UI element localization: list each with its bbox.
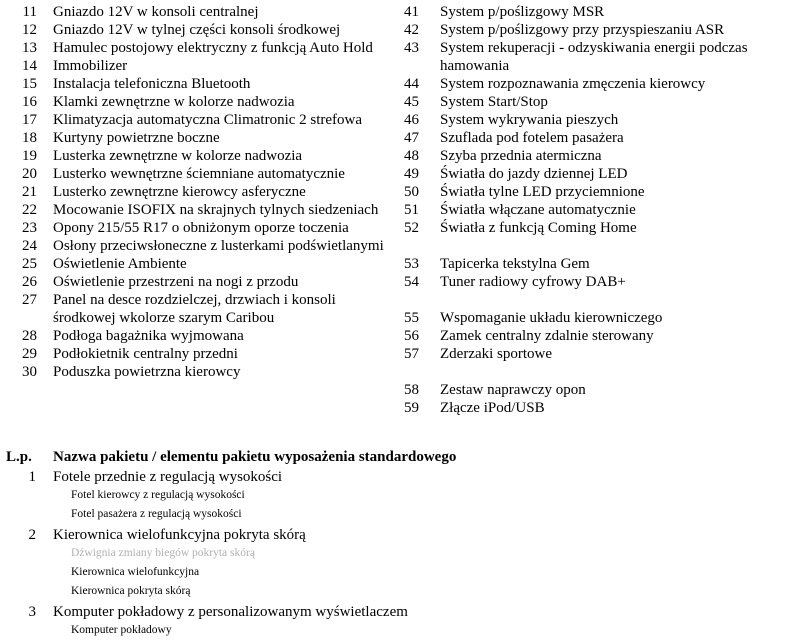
blank-row [401,291,801,309]
item-text: Lusterko zewnętrzne kierowcy asferyczne [53,184,306,200]
item-number: 21 [22,184,37,200]
item-number: 29 [22,346,37,362]
item-number: 52 [404,220,419,236]
list-item [401,147,801,165]
item-text: System p/poślizgowy przy przyspieszaniu ASR [440,22,725,38]
item-text: System Start/Stop [440,94,548,110]
item-number: 50 [404,184,419,200]
list-item [401,3,801,21]
item-text: Światła do jazdy dziennej LED [440,166,628,182]
list-item [401,219,801,237]
item-number: 53 [404,256,419,272]
list-item [0,57,395,75]
item-text: Złącze iPod/USB [440,400,545,416]
item-text: Światła z funkcją Coming Home [440,220,637,236]
package-number: 1 [28,469,36,485]
item-number: 16 [22,94,37,110]
item-text: Opony 215/55 R17 o obniżonym oporze toczenia [53,220,349,236]
list-item [401,21,801,39]
item-text: Podłoga bagażnika wyjmowana [53,328,244,344]
package-sub-item: Komputer pokładowy [71,624,172,636]
item-number: 48 [404,148,419,164]
item-number: 56 [404,328,419,344]
list-item [401,273,801,291]
item-text: Wspomaganie układu kierowniczego [440,310,663,326]
item-number: 57 [404,346,419,362]
item-text: Światła włączane automatycznie [440,202,636,218]
item-text: Zderzaki sportowe [440,346,553,362]
list-item [0,3,395,21]
item-text: Instalacja telefoniczna Bluetooth [53,76,251,92]
list-item [0,39,395,57]
list-item [0,93,395,111]
item-number: 18 [22,130,37,146]
item-text: Oświetlenie Ambiente [53,256,187,272]
list-item [401,327,801,345]
equipment-list-left [0,3,395,381]
item-text: Klamki zewnętrzne w kolorze nadwozia [53,94,295,110]
blank-row [401,363,801,381]
list-item [401,93,801,111]
blank-row [401,237,801,255]
item-number: 13 [22,40,37,56]
item-number: 55 [404,310,419,326]
list-item [0,255,395,273]
item-text: Gniazdo 12V w tylnej części konsoli środkowej [53,22,341,38]
item-text: Immobilizer [53,58,128,74]
list-item [0,183,395,201]
packages-header [0,448,803,466]
packages-section [0,448,803,640]
item-number: 30 [22,364,37,380]
item-text: Podłokietnik centralny przedni [53,346,238,362]
item-text: Tuner radiowy cyfrowy DAB+ [440,274,626,290]
item-text: Hamulec postojowy elektryczny z funkcją Auto Hold [53,40,373,56]
list-item [401,75,801,93]
item-text: Osłony przeciwsłoneczne z lusterkami podświetlanymi [53,238,384,254]
list-item [401,255,801,273]
list-item [401,39,801,75]
list-item [401,381,801,399]
item-number: 42 [404,22,419,38]
list-item [0,273,395,291]
package-number: 3 [28,604,36,620]
equipment-list-right [401,3,801,417]
list-item [0,219,395,237]
item-text: Gniazdo 12V w konsoli centralnej [53,4,259,20]
item-number: 23 [22,220,37,236]
item-text: Poduszka powietrzna kierowcy [53,364,241,380]
item-text: Oświetlenie przestrzeni na nogi z przodu [53,274,299,290]
package-name: Fotele przednie z regulacją wysokości [53,469,283,485]
list-item [0,21,395,39]
item-text: Klimatyzacja automatyczna Climatronic 2 strefowa [53,112,363,128]
packages-heading: Nazwa pakietu / elementu pakietu wyposażenia standardowego [53,449,457,465]
list-item [0,147,395,165]
package-name: Komputer pokładowy z personalizowanym wyświetlaczem [53,604,408,620]
item-number: 20 [22,166,37,182]
list-item [0,363,395,381]
item-text: Światła tylne LED przyciemnione [440,184,645,200]
item-text: Szuflada pod fotelem pasażera [440,130,624,146]
package-item [0,526,803,544]
item-number: 54 [404,274,419,290]
package-item [0,603,803,621]
item-text: Lusterka zewnętrzne w kolorze nadwozia [53,148,303,164]
package-number: 2 [28,527,36,543]
package-item [0,468,803,486]
item-number: 22 [22,202,37,218]
package-sub-item: Kierownica wielofunkcyjna [71,566,200,578]
item-number: 59 [404,400,419,416]
item-number: 45 [404,94,419,110]
item-number: 43 [404,40,419,56]
package-name: Kierownica wielofunkcyjna pokryta skórą [53,527,306,543]
list-item [401,399,801,417]
item-text: Zamek centralny zdalnie sterowany [440,328,654,344]
list-item [0,345,395,363]
package-sub-item: Fotel pasażera z regulacją wysokości [71,508,242,520]
item-number: 17 [22,112,37,128]
item-number: 11 [22,4,37,20]
list-item [401,309,801,327]
package-sub-item: Dźwignia zmiany biegów pokryta skórą [71,547,255,559]
item-text: Lusterko wewnętrzne ściemniane automatycznie [53,166,345,182]
list-item [401,201,801,219]
item-number: 28 [22,328,37,344]
list-item [401,129,801,147]
item-number: 41 [404,4,419,20]
list-item [401,165,801,183]
item-number: 58 [404,382,419,398]
item-number: 51 [404,202,419,218]
item-text: Zestaw naprawczy opon [440,382,586,398]
item-number: 24 [22,238,37,254]
item-number: 14 [22,58,37,74]
list-item [401,111,801,129]
list-item [401,183,801,201]
list-item [0,111,395,129]
item-text: Szyba przednia atermiczna [440,148,602,164]
item-text: Mocowanie ISOFIX na skrajnych tylnych siedzeniach [53,202,379,218]
item-text: System wykrywania pieszych [440,112,619,128]
item-text: Tapicerka tekstylna Gem [440,256,590,272]
list-item [0,291,395,327]
item-text: System rozpoznawania zmęczenia kierowcy [440,76,706,92]
package-sub-item: Fotel kierowcy z regulacją wysokości [71,489,245,501]
item-text: System p/poślizgowy MSR [440,4,605,20]
item-number: 26 [22,274,37,290]
list-item [401,345,801,363]
item-number: 12 [22,22,37,38]
list-item [0,165,395,183]
item-number: 49 [404,166,419,182]
list-item [0,237,395,255]
item-number: 19 [22,148,37,164]
list-item [0,201,395,219]
list-item [0,129,395,147]
item-number: 46 [404,112,419,128]
item-number: 15 [22,76,37,92]
item-number: 44 [404,76,419,92]
item-text: Panel na desce rozdzielczej, drzwiach i konsoli środkowej wkolorze szarym Caribou [53,292,336,326]
item-text: System rekuperacji - odzyskiwania energii podczas hamowania [440,40,748,74]
package-sub-item: Kierownica pokryta skórą [71,585,191,597]
item-number: 25 [22,256,37,272]
lp-heading: L.p. [6,449,32,465]
item-text: Kurtyny powietrzne boczne [53,130,220,146]
item-number: 27 [22,292,37,308]
list-item [0,327,395,345]
list-item [0,75,395,93]
item-number: 47 [404,130,419,146]
